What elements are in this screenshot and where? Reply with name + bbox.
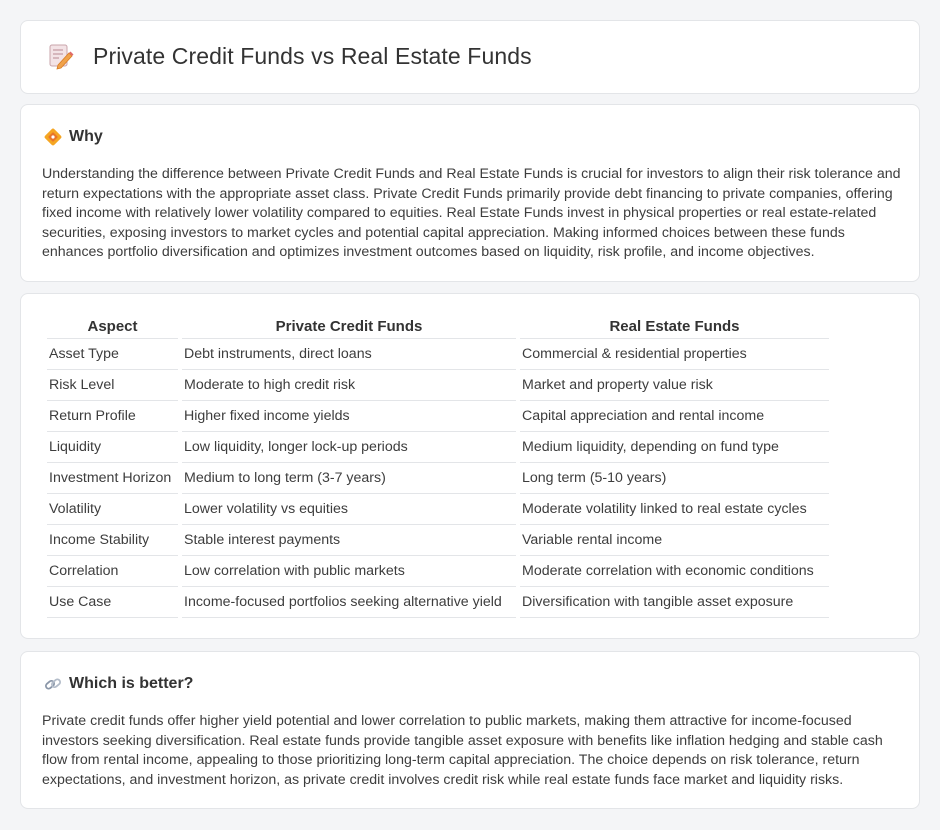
real-estate-cell: Variable rental income (520, 525, 829, 556)
real-estate-cell: Commercial & residential properties (520, 339, 829, 370)
real-estate-cell: Medium liquidity, depending on fund type (520, 432, 829, 463)
private-credit-cell: Low liquidity, longer lock-up periods (182, 432, 516, 463)
table-row (47, 587, 829, 618)
header-card (20, 20, 920, 94)
which-better-heading (43, 674, 193, 694)
table-row (47, 339, 829, 370)
private-credit-cell: Higher fixed income yields (182, 401, 516, 432)
aspect-cell: Investment Horizon (47, 463, 178, 494)
real-estate-cell: Diversification with tangible asset exposure (520, 587, 829, 618)
real-estate-cell: Moderate correlation with economic conditions (520, 556, 829, 587)
real-estate-cell: Long term (5-10 years) (520, 463, 829, 494)
private-credit-cell: Income-focused portfolios seeking alternative yield (182, 587, 516, 618)
diamond-warning-icon (43, 127, 63, 147)
aspect-cell: Risk Level (47, 370, 178, 401)
aspect-cell: Liquidity (47, 432, 178, 463)
private-credit-cell: Debt instruments, direct loans (182, 339, 516, 370)
table-row (47, 432, 829, 463)
header-aspect: Aspect (47, 316, 178, 339)
document-edit-icon (45, 41, 75, 71)
header-real-estate: Real Estate Funds (520, 316, 829, 339)
private-credit-cell: Moderate to high credit risk (182, 370, 516, 401)
why-card (20, 104, 920, 282)
page-title: Private Credit Funds vs Real Estate Funds (93, 42, 532, 69)
aspect-cell: Return Profile (47, 401, 178, 432)
table-row (47, 525, 829, 556)
table-row (47, 370, 829, 401)
real-estate-cell: Moderate volatility linked to real estate cycles (520, 494, 829, 525)
which-better-card (20, 651, 920, 809)
which-better-title: Which is better? (69, 675, 194, 692)
header-private-credit: Private Credit Funds (182, 316, 516, 339)
table-row (47, 494, 829, 525)
aspect-cell: Use Case (47, 587, 178, 618)
comparison-card (20, 293, 920, 639)
private-credit-cell: Medium to long term (3-7 years) (182, 463, 516, 494)
table-row (47, 401, 829, 432)
aspect-cell: Asset Type (47, 339, 178, 370)
real-estate-cell: Market and property value risk (520, 370, 829, 401)
which-better-text: Private credit funds offer higher yield potential and lower correlation to public markets, making them attractive for income-focused investors seeking diversification. Real estate funds provide tangible asset exposure with benefits like inflation hedging and stable cash flow from rental income, appealing to those prioritizing long-term capital appreciation. The choice depends on risk tolerance, return expectations, and investment horizon, as private credit involves credit risk while real estate funds face market and liquidity risks. (42, 713, 883, 788)
aspect-cell: Correlation (47, 556, 178, 587)
why-title: Why (69, 128, 103, 145)
table-row (47, 556, 829, 587)
comparison-table (43, 316, 833, 618)
real-estate-cell: Capital appreciation and rental income (520, 401, 829, 432)
table-header-row (47, 316, 829, 339)
private-credit-cell: Lower volatility vs equities (182, 494, 516, 525)
why-heading (43, 127, 103, 147)
link-icon (43, 674, 63, 694)
aspect-cell: Volatility (47, 494, 178, 525)
page-title-row (45, 41, 532, 71)
private-credit-cell: Low correlation with public markets (182, 556, 516, 587)
why-text: Understanding the difference between Private Credit Funds and Real Estate Funds is crucial for investors to align their risk tolerance and return expectations with the appropriate asset class. Private Credit Funds primarily provide debt financing to private companies, offering fixed income with relatively lower volatility compared to equities. Real Estate Funds invest in physical properties or real estate-related securities, exposing investors to market cycles and potential capital appreciation. Making informed choices between these funds enhances portfolio diversification and optimizes investment outcomes based on liquidity, risk profile, and income objectives. (42, 166, 901, 261)
aspect-cell: Income Stability (47, 525, 178, 556)
table-row (47, 463, 829, 494)
private-credit-cell: Stable interest payments (182, 525, 516, 556)
